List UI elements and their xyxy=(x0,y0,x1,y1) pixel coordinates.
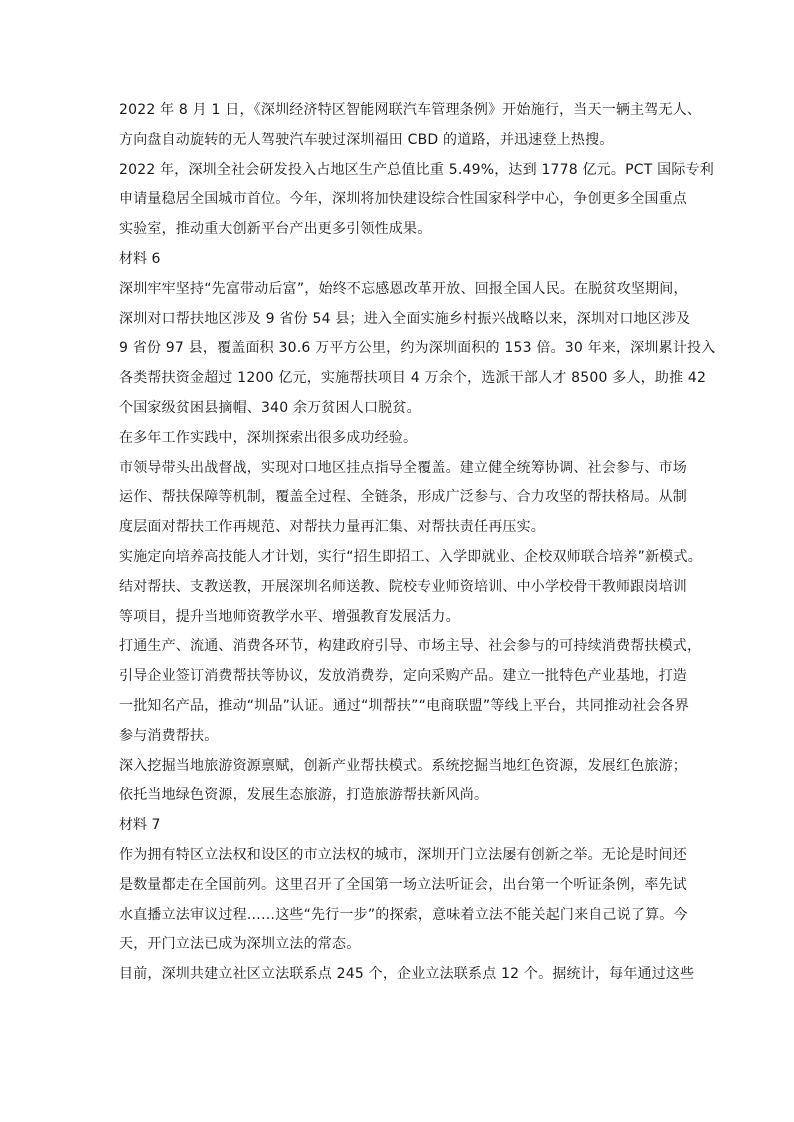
text-line: 2022 年，深圳全社会研发投入占地区生产总值比重 5.49%，达到 1778 亿元。PCT 国际专利 xyxy=(119,161,714,178)
text-line: 水直播立法审议过程……这些“先行一步”的探索，意味着立法不能关起门来自己说了算。今 xyxy=(119,906,688,923)
text-line: 深入挖掘当地旅游资源禀赋，创新产业帮扶模式。系统挖掘当地红色资源，发展红色旅游； xyxy=(119,757,687,774)
text-line: 引导企业签订消费帮扶等协议，发放消费券，定向采购产品。建立一批特色产业基地，打造 xyxy=(119,668,687,685)
text-line: 方向盘自动旋转的无人驾驶汽车驶过深圳福田 CBD 的道路，并迅速登上热搜。 xyxy=(119,131,614,148)
text-line: 作为拥有特区立法权和设区的市立法权的城市，深圳开门立法屡有创新之举。无论是时间还 xyxy=(119,846,687,863)
text-line: 结对帮扶、支教送教，开展深圳名师送教、院校专业师资培训、中小学校骨干教师跟岗培训 xyxy=(119,578,687,595)
text-line: 各类帮扶资金超过 1200 亿元，实施帮扶项目 4 万余个，选派干部人才 8500 多人，助推 42 xyxy=(119,370,707,387)
text-line: 打通生产、流通、消费各环节，构建政府引导、市场主导、社会参与的可持续消费帮扶模式， xyxy=(119,638,702,655)
text-line: 申请量稳居全国城市首位。今年，深圳将加快建设综合性国家科学中心，争创更多全国重点 xyxy=(119,191,687,208)
text-line: 运作、帮扶保障等机制，覆盖全过程、全链条，形成广泛参与、合力攻坚的帮扶格局。从制 xyxy=(119,489,687,506)
text-line: 实施定向培养高技能人才计划，实行“招生即招工、入学即就业、企校双师联合培养”新模式。 xyxy=(119,548,702,565)
text-line: 等项目，提升当地师资教学水平、增强教育发展活力。 xyxy=(119,608,460,625)
text-line: 在多年工作实践中，深圳探索出很多成功经验。 xyxy=(119,429,418,446)
text-line: 一批知名产品，推动“圳品”认证。通过“圳帮扶”“电商联盟”等线上平台，共同推动社会各界 xyxy=(119,697,690,714)
text-line: 2022 年 8 月 1 日，《深圳经济特区智能网联汽车管理条例》开始施行，当天一辆主驾无人、 xyxy=(119,102,702,118)
text-line: 目前，深圳共建立社区立法联系点 245 个，企业立法联系点 12 个。据统计，每年通过这些 xyxy=(119,966,695,983)
text-line: 深圳对口帮扶地区涉及 9 省份 54 县；进入全面实施乡村振兴战略以来，深圳对口地区涉及 xyxy=(119,310,691,327)
text-line: 深圳牢牢坚持“先富带动后富”，始终不忘感恩改革开放、回报全国人民。在脱贫攻坚期间， xyxy=(119,280,688,297)
text-line: 天，开门立法已成为深圳立法的常态。 xyxy=(119,936,361,953)
text-line: 个国家级贫困县摘帽、340 余万贫困人口脱贫。 xyxy=(119,399,421,416)
text-line: 依托当地绿色资源，发展生态旅游，打造旅游帮扶新风尚。 xyxy=(119,787,489,804)
section-heading-material-7: 材料 7 xyxy=(119,817,161,834)
text-line: 是数量都走在全国前列。这里召开了全国第一场立法听证会，出台第一个听证条例，率先试 xyxy=(119,876,687,893)
text-line: 实验室，推动重大创新平台产出更多引领性成果。 xyxy=(119,221,432,238)
section-heading-material-6: 材料 6 xyxy=(119,250,161,267)
text-line: 度层面对帮扶工作再规范、对帮扶力量再汇集、对帮扶责任再压实。 xyxy=(119,519,545,536)
text-line: 市领导带头出战督战，实现对口地区挂点指导全覆盖。建立健全统筹协调、社会参与、市场 xyxy=(119,459,687,476)
text-line: 9 省份 97 县，覆盖面积 30.6 万平方公里，约为深圳面积的 153 倍。30 年来，深圳累计投入 xyxy=(119,340,716,357)
text-line: 参与消费帮扶。 xyxy=(119,727,219,744)
document-body xyxy=(119,96,719,990)
